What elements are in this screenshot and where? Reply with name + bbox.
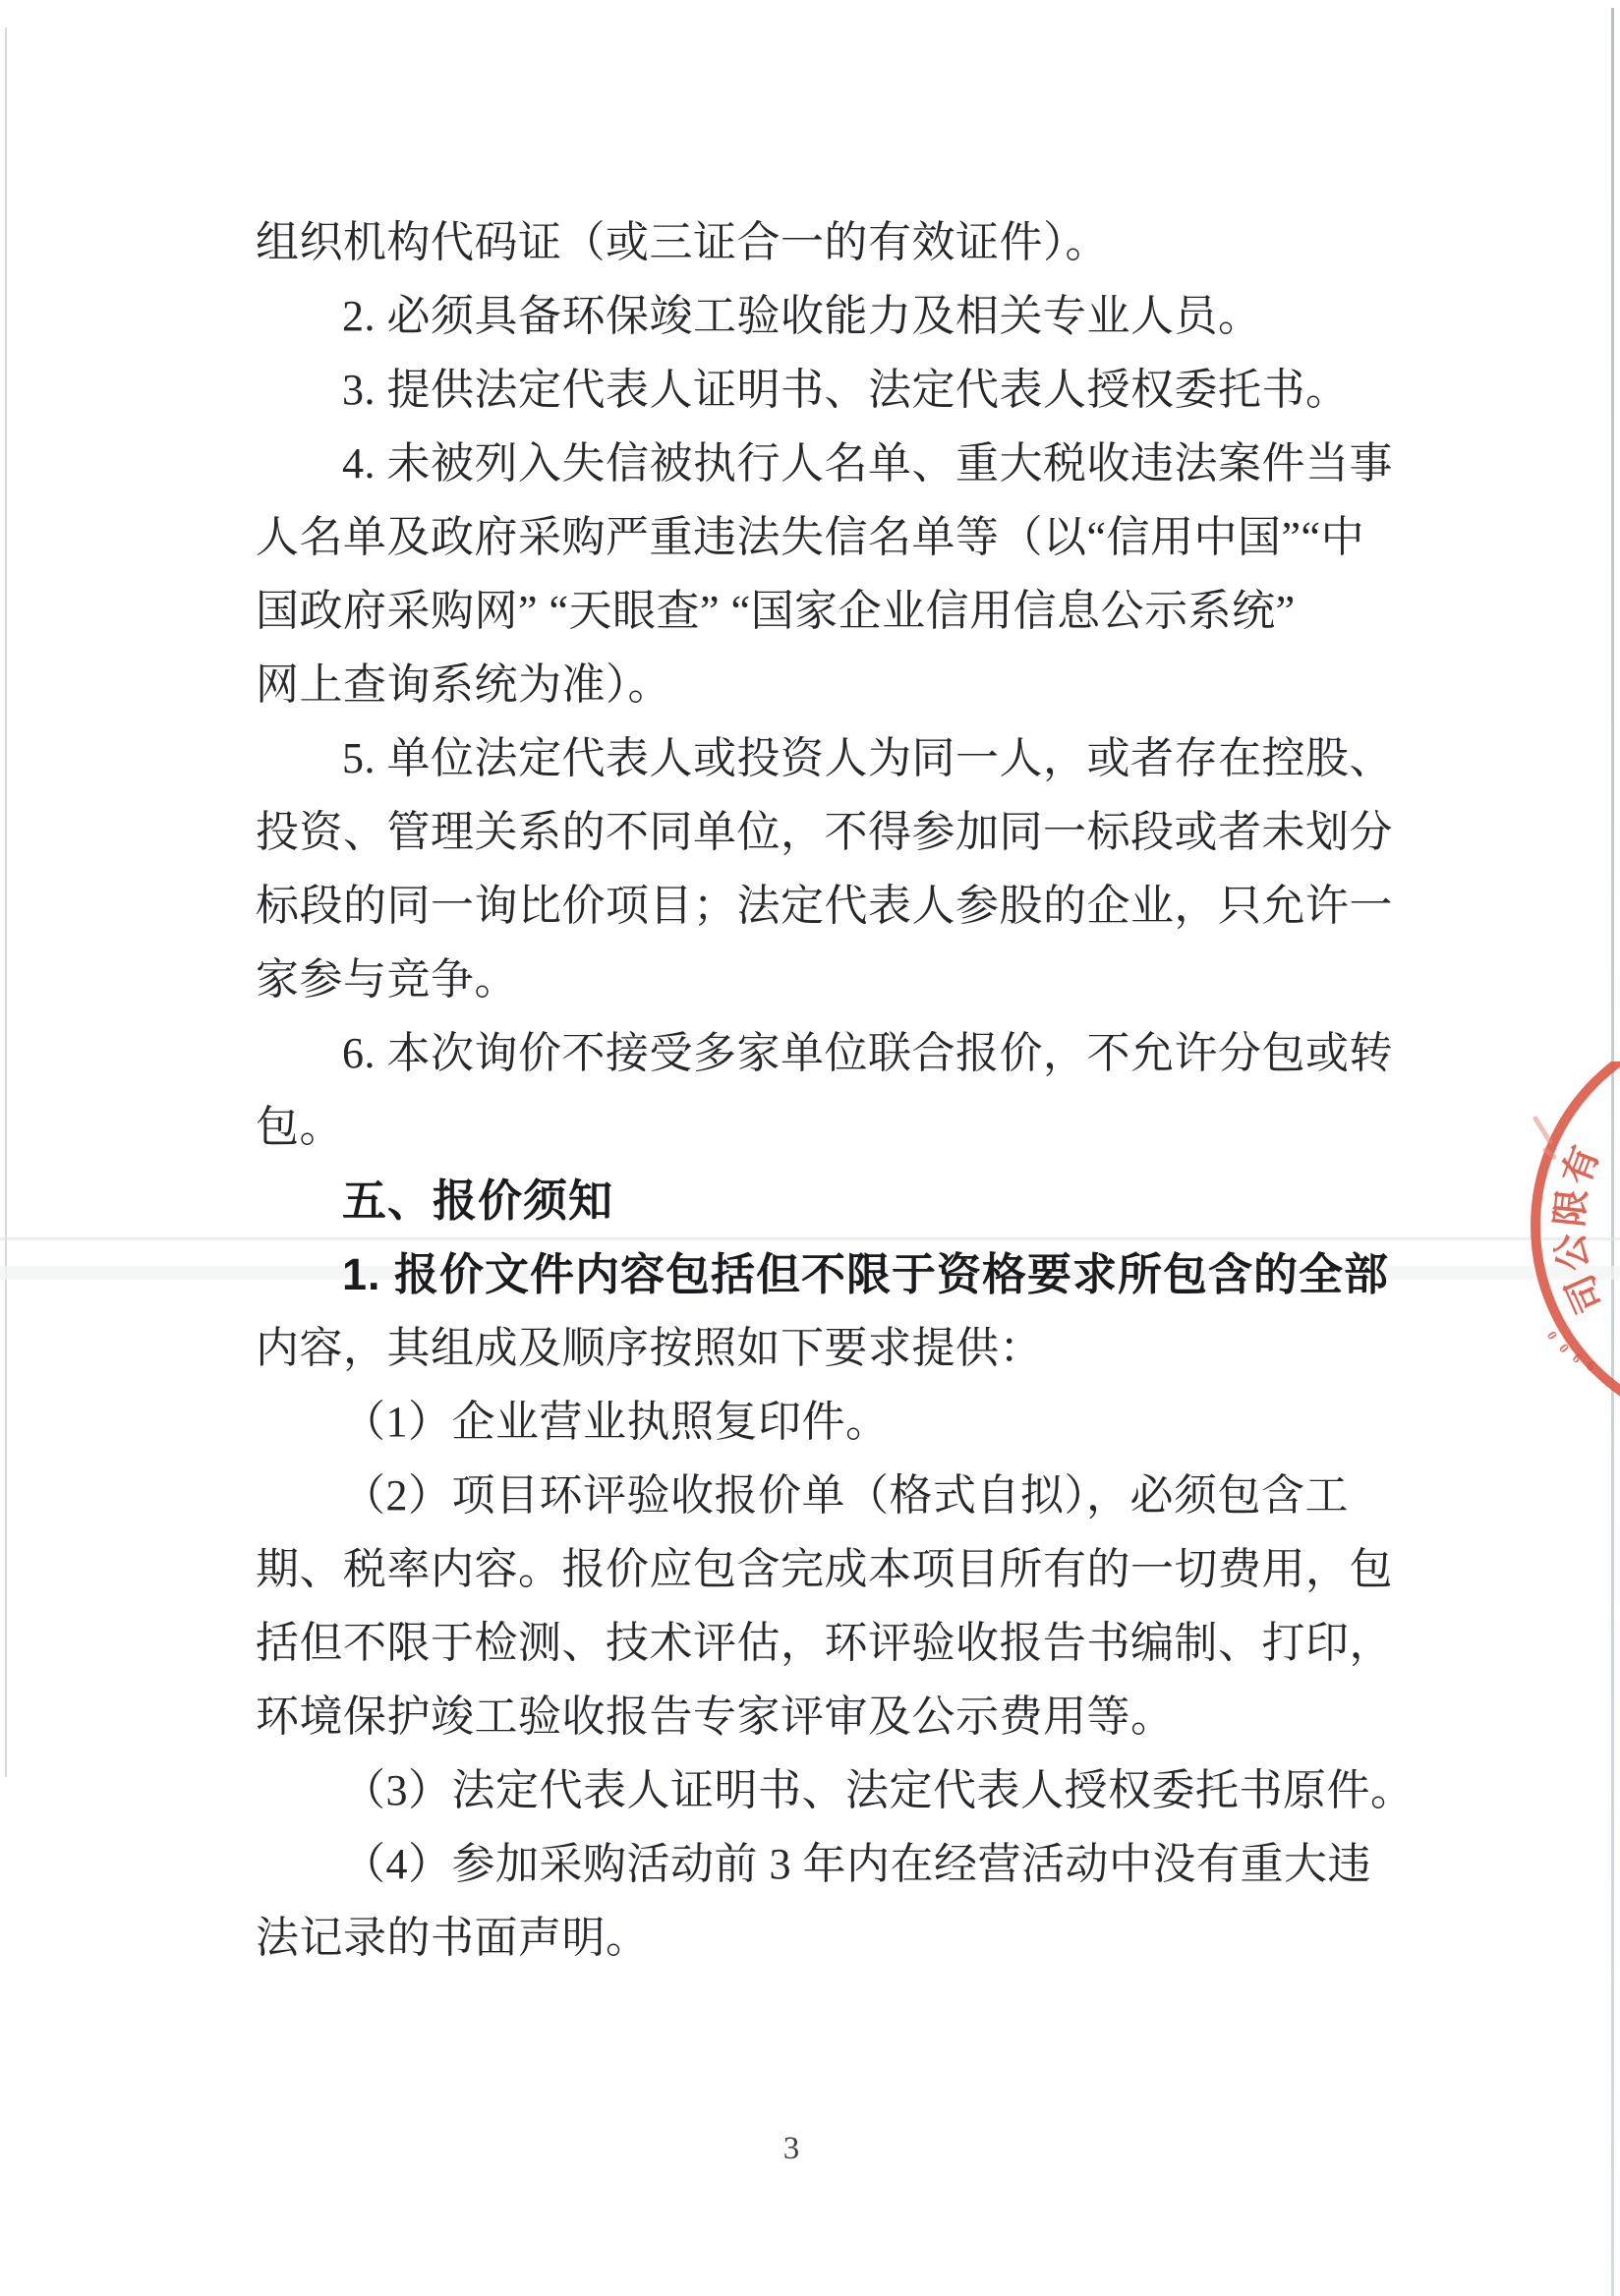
text-line: （2）项目环评验收报价单（格式自拟），必须包含工 [342,1471,1349,1520]
text-line: 环境保护竣工验收报告专家评审及公示费用等。 [256,1693,1175,1741]
seal-ring [1535,1062,1620,1401]
seal-character: 限 [1549,1186,1594,1230]
text-line: 人名单及政府采购严重违法失信名单等（以“信用中国”“中 [256,513,1365,561]
seal-character: 公 [1549,1230,1596,1275]
text-line: 5. 单位法定代表人或投资人为同一人，或者存在控股、 [342,734,1393,782]
text-line: 组织机构代码证（或三证合一的有效证件）。 [256,218,1109,266]
text-line: 3. 提供法定代表人证明书、法定代表人授权委托书。 [342,366,1350,414]
text-line-heading: 五、报价须知 [342,1176,614,1226]
seal-character: 司 [1559,1268,1612,1319]
page-number: 3 [782,2131,800,2166]
text-line: 国政府采购网” “天眼查” “国家企业信用信息公示系统” [256,587,1296,635]
text-line: 期、税率内容。报价应包含完成本项目所有的一切费用，包 [256,1545,1393,1593]
text-line: （3）法定代表人证明书、法定代表人授权委托书原件。 [342,1766,1415,1814]
text-line: （1）企业营业执照复印件。 [342,1398,890,1446]
text-line: 家参与竞争。 [256,955,518,1004]
seal-character: 有 [1555,1140,1608,1191]
text-line: 4. 未被列入失信被执行人名单、重大税收违法案件当事 [342,439,1393,488]
text-line-heading: 1. 报价文件内容包括但不限于资格要求所包含的全部 [342,1249,1390,1299]
text-line: 包。 [256,1103,343,1151]
text-line: 2. 必须具备环保竣工验收能力及相关专业人员。 [342,292,1262,340]
seal-serial-digit: 9 [1570,1349,1586,1365]
seal-serial-digit: 0 [1544,1328,1562,1342]
red-company-seal [1514,1062,1620,1401]
text-line: 标段的同一询比价项目；法定代表人参股的企业，只允许一 [256,882,1393,930]
seal-serial-digit: 9 [1584,1356,1599,1374]
seal-serial-digit: 0 [1556,1340,1574,1355]
text-line: 投资、管理关系的不同单位，不得参加同一标段或者未划分 [256,808,1393,856]
text-line: （4）参加采购活动前 3 年内在经营活动中没有重大违 [342,1840,1371,1888]
text-line: 法记录的书面声明。 [256,1914,650,1962]
text-line: 括但不限于检测、技术评估，环评验收报告书编制、打印， [256,1619,1393,1667]
text-line: 网上查询系统为准）。 [256,660,671,709]
text-line: 内容，其组成及顺序按照如下要求提供： [256,1324,1043,1372]
text-line: 6. 本次询价不接受多家单位联合报价，不允许分包或转 [342,1029,1393,1077]
